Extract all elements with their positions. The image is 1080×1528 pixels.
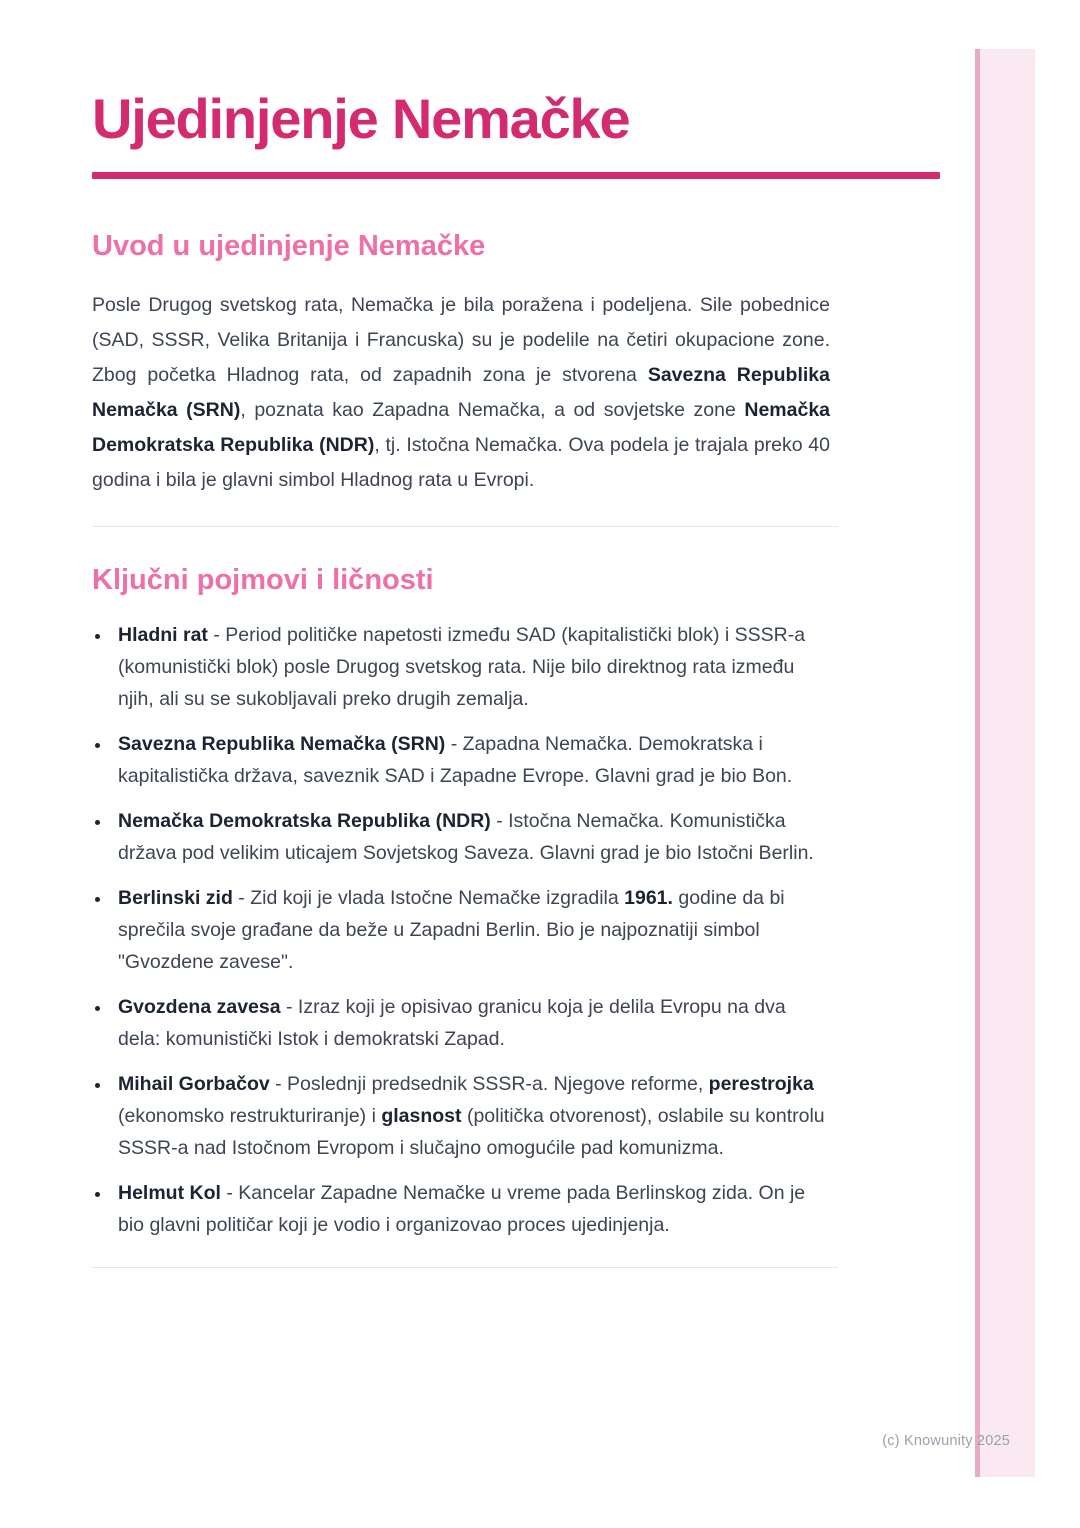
page-title: Ujedinjenje Nemačke <box>92 87 630 150</box>
bold-text: 1961. <box>624 887 673 910</box>
bold-text: Helmut Kol <box>118 1182 221 1205</box>
text: Posle Drugog svetskog rata, Nemačka je bila poražena i podeljena. Sile pobednice (SAD, SSSR, Velika Britanija i Francuska) su je podelile na četiri okupacione zone. Zbog početka Hladnog rata, od zapadnih zona je stvorena <box>92 293 830 386</box>
list-item <box>112 728 830 792</box>
section-intro <box>0 229 1080 498</box>
section-divider <box>92 526 838 527</box>
section-key-terms <box>0 563 1080 1242</box>
bold-text: perestrojka <box>708 1073 814 1096</box>
intro-section-heading: Uvod u ujedinjenje Nemačke <box>92 229 486 262</box>
bold-text: Hladni rat <box>118 624 208 647</box>
list-item <box>112 991 830 1055</box>
key-terms-list <box>92 619 830 1241</box>
list-item <box>112 619 830 715</box>
text: - Period političke napetosti između SAD (kapitalistički blok) i SSSR-a (komunistički blok) posle Drugog svetskog rata. Nije bilo direktnog rata između njih, ali su se sukobljavali preko drugih zemalja. <box>118 624 806 711</box>
text: - Istočna Nemačka. Komunistička država pod velikim uticajem Sovjetskog Saveza. Glavni grad je bio Istočni Berlin. <box>118 810 814 865</box>
bold-text: Nemačka Demokratska Republika (NDR) <box>92 398 831 456</box>
bold-text: Mihail Gorbačov <box>118 1073 270 1096</box>
text: - Poslednji predsednik SSSR-a. Njegove reforme, <box>269 1073 709 1096</box>
list-item <box>112 1177 830 1241</box>
bold-text: Savezna Republika Nemačka (SRN) <box>92 363 830 421</box>
key-terms-heading: Ključni pojmovi i ličnosti <box>92 563 434 596</box>
list-item <box>112 805 830 869</box>
copyright-footer: (c) Knowunity 2025 <box>882 1433 1010 1449</box>
text: - Izraz koji je opisivao granicu koja je delila Evropu na dva dela: komunistički Istok i demokratski Zapad. <box>118 996 786 1051</box>
right-accent-stripe <box>975 49 1035 1477</box>
text: - Zapadna Nemačka. Demokratska i kapitalistička država, saveznik SAD i Zapadne Evrope. Glavni grad je bio Bon. <box>118 733 793 788</box>
text: - Zid koji je vlada Istočne Nemačke izgradila <box>232 887 625 910</box>
text: , tj. Istočna Nemačka. Ova podela je trajala preko 40 godina i bila je glavni simbol Hladnog rata u Evropi. <box>92 433 830 491</box>
bold-text: Gvozdena zavesa <box>118 996 281 1019</box>
intro-paragraph <box>92 288 830 498</box>
bold-text: glasnost <box>381 1105 462 1128</box>
bold-text: Berlinski zid <box>118 887 233 910</box>
document-content <box>0 87 1080 1268</box>
bold-text: Nemačka Demokratska Republika (NDR) <box>118 810 491 833</box>
text: , poznata kao Zapadna Nemačka, a od sovjetske zone <box>240 398 745 421</box>
list-item <box>112 1068 830 1164</box>
text: (ekonomsko restrukturiranje) i <box>118 1105 382 1128</box>
text: - Kancelar Zapadne Nemačke u vreme pada Berlinskog zida. On je bio glavni političar koji je vodio i organizovao proces ujedinjenja. <box>118 1182 806 1237</box>
list-item <box>112 882 830 978</box>
bottom-divider <box>92 1267 838 1268</box>
title-rule <box>92 172 940 179</box>
bold-text: Savezna Republika Nemačka (SRN) <box>118 733 446 756</box>
text: (politička otvorenost), oslabile su kontrolu SSSR-a nad Istočnom Evropom i slučajno omogućile pad komunizma. <box>118 1105 825 1160</box>
text: godine da bi sprečila svoje građane da beže u Zapadni Berlin. Bio je najpoznatiji simbol "Gvozdene zavese". <box>118 887 785 974</box>
